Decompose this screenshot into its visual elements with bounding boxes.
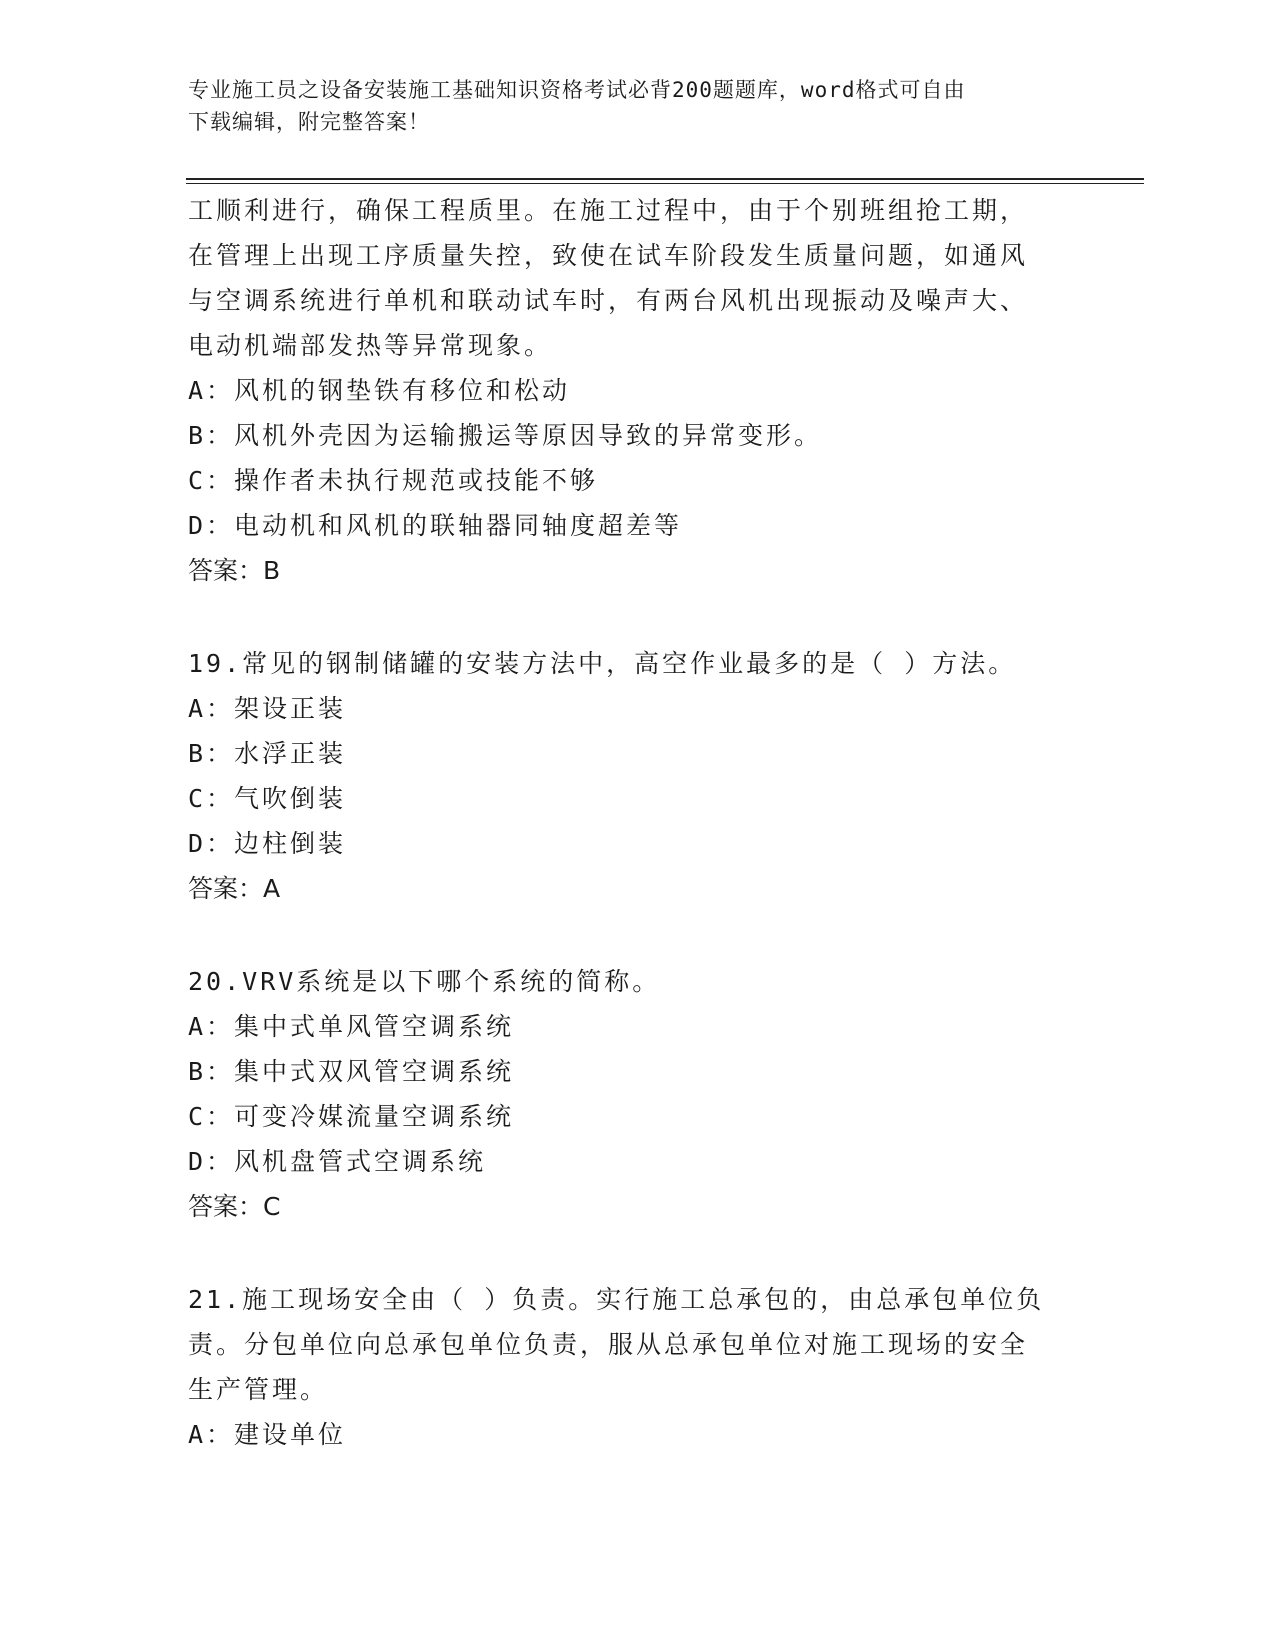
option-a: A：风机的钢垫铁有移位和松动 bbox=[188, 376, 571, 405]
question-text-line: 在管理上出现工序质量失控，致使在试车阶段发生质量问题，如通风 bbox=[188, 241, 1029, 270]
header-title-line-2: 下载编辑，附完整答案！ bbox=[188, 110, 430, 134]
question-text: 20.VRV系统是以下哪个系统的简称。 bbox=[188, 967, 661, 996]
question-content bbox=[188, 188, 1088, 1457]
answer-label: 答案：A bbox=[188, 874, 281, 903]
question-20 bbox=[188, 959, 1088, 1229]
option-d: D：电动机和风机的联轴器同轴度超差等 bbox=[188, 511, 683, 540]
option-b: B：水浮正装 bbox=[188, 739, 347, 768]
header-rule-thin bbox=[186, 183, 1144, 184]
option-c: C：气吹倒装 bbox=[188, 784, 347, 813]
option-a: A：建设单位 bbox=[188, 1420, 347, 1449]
spacer bbox=[188, 593, 1088, 641]
question-21 bbox=[188, 1277, 1088, 1457]
document-header bbox=[188, 74, 1088, 138]
question-text-line: 责。分包单位向总承包单位负责，服从总承包单位对施工现场的安全 bbox=[188, 1330, 1029, 1359]
option-d: D：风机盘管式空调系统 bbox=[188, 1147, 487, 1176]
question-text-line: 21.施工现场安全由（ ）负责。实行施工总承包的，由总承包单位负 bbox=[188, 1285, 1045, 1314]
spacer bbox=[188, 1229, 1088, 1277]
answer-label: 答案：B bbox=[188, 556, 281, 585]
option-a: A：架设正装 bbox=[188, 694, 347, 723]
option-b: B：集中式双风管空调系统 bbox=[188, 1057, 515, 1086]
header-title-line-1: 专业施工员之设备安装施工基础知识资格考试必背200题题库，word格式可自由 bbox=[188, 78, 966, 102]
option-d: D：边柱倒装 bbox=[188, 829, 347, 858]
option-c: C：操作者未执行规范或技能不够 bbox=[188, 466, 599, 495]
question-text-line: 与空调系统进行单机和联动试车时，有两台风机出现振动及噪声大、 bbox=[188, 286, 1029, 315]
question-19 bbox=[188, 641, 1088, 911]
option-b: B：风机外壳因为运输搬运等原因导致的异常变形。 bbox=[188, 421, 823, 450]
spacer bbox=[188, 911, 1088, 959]
option-a: A：集中式单风管空调系统 bbox=[188, 1012, 515, 1041]
answer-label: 答案：C bbox=[188, 1192, 281, 1221]
question-text: 19.常见的钢制储罐的安装方法中，高空作业最多的是（ ）方法。 bbox=[188, 649, 1017, 678]
question-text-line: 电动机端部发热等异常现象。 bbox=[188, 331, 553, 360]
header-rule-thick bbox=[186, 178, 1144, 180]
question-text-line: 生产管理。 bbox=[188, 1375, 329, 1404]
question-text-line: 工顺利进行，确保工程质里。在施工过程中，由于个别班组抢工期， bbox=[188, 196, 1029, 225]
question-18 bbox=[188, 188, 1088, 593]
option-c: C：可变冷媒流量空调系统 bbox=[188, 1102, 515, 1131]
